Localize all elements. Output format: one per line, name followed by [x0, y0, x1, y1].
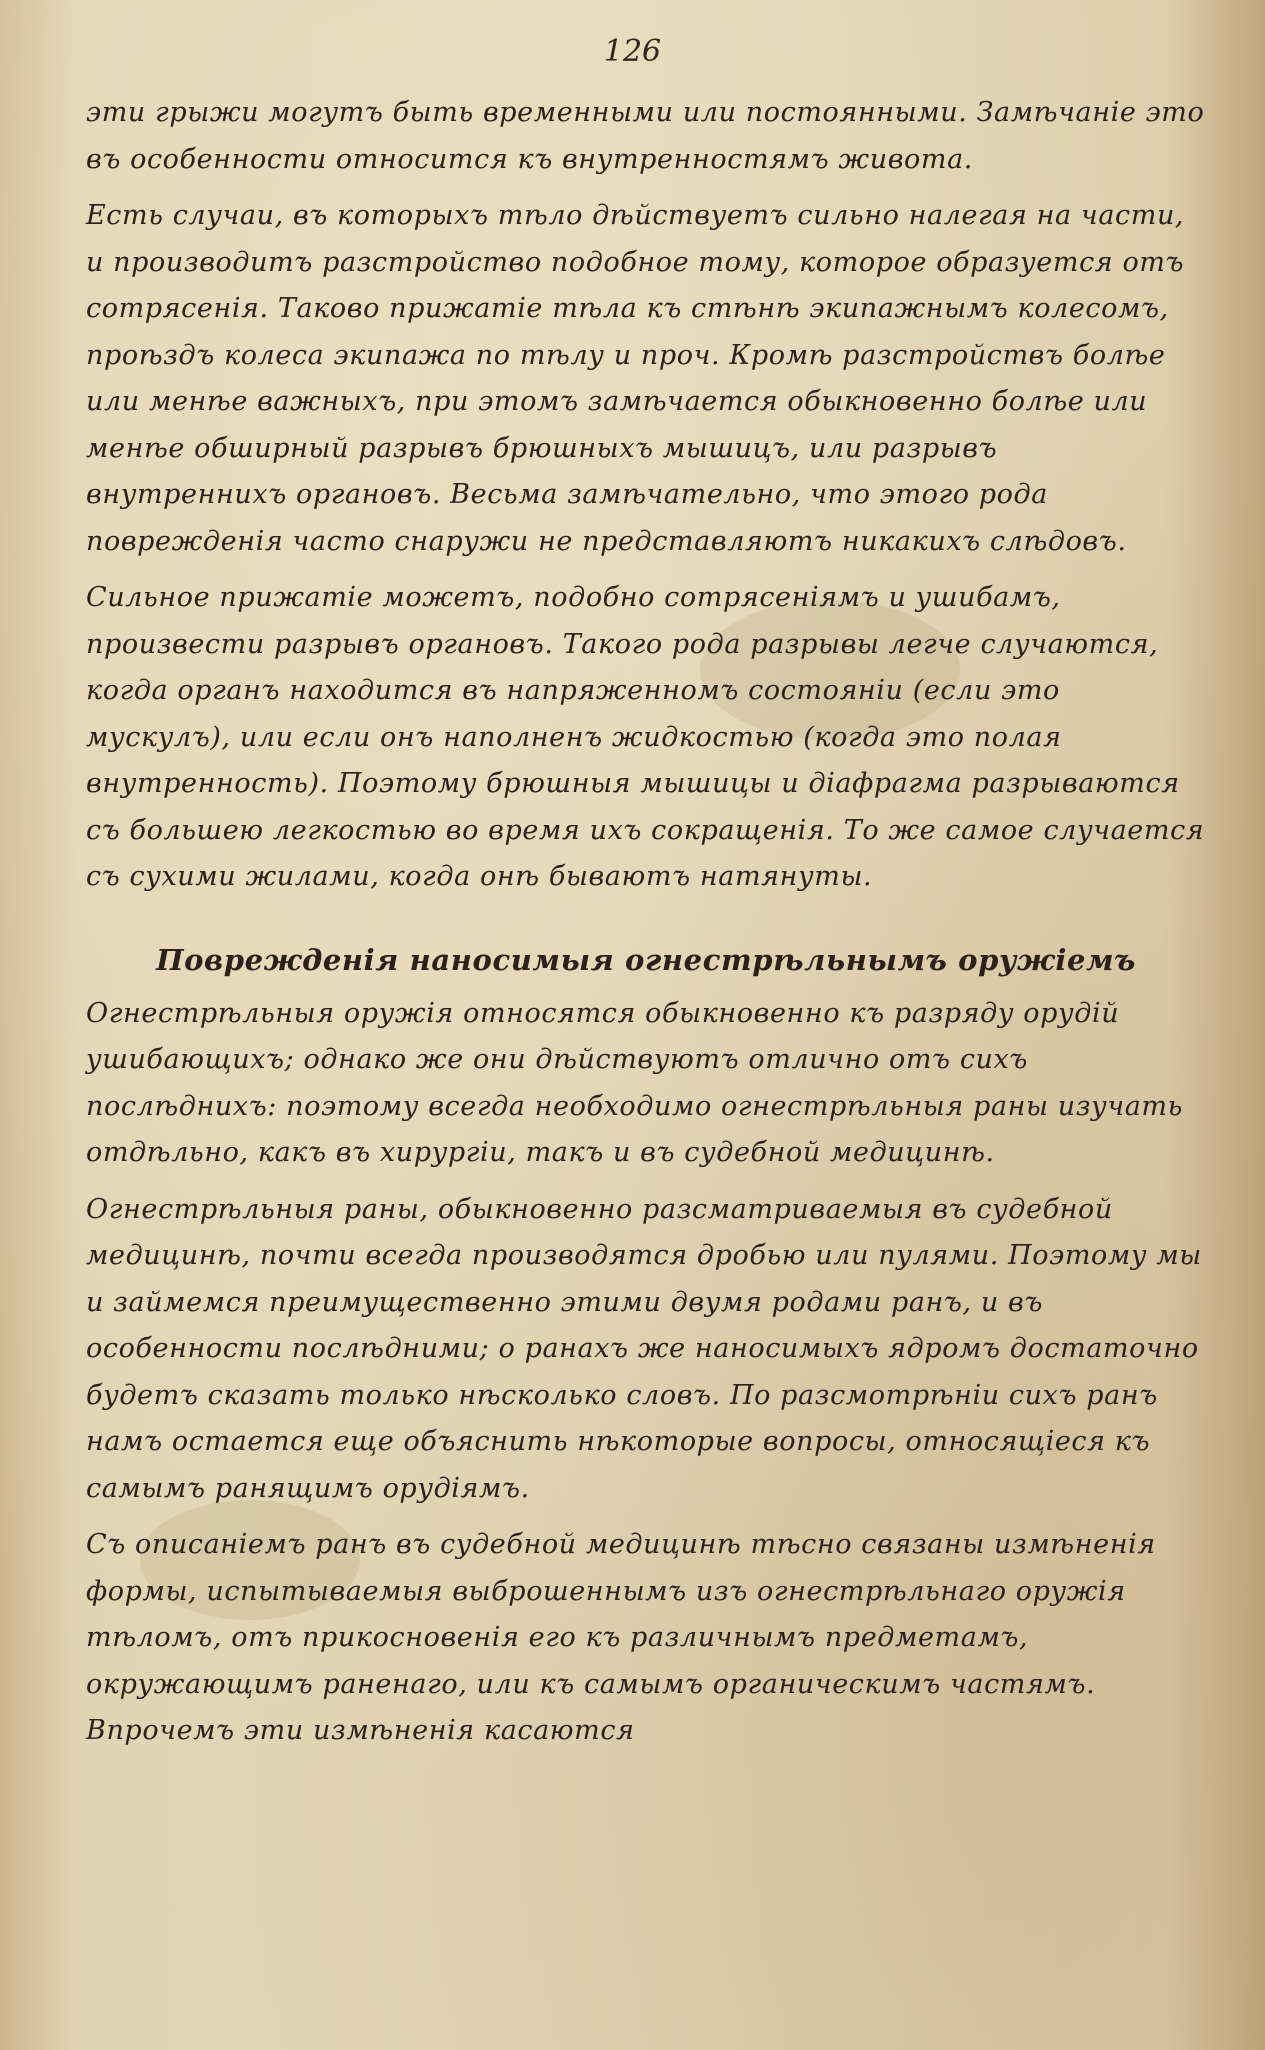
- section-heading: Поврежденія наносимыя огнестрѣльнымъ оружіемъ: [156, 942, 1136, 977]
- paragraph: Огнестрѣльныя оружія относятся обыкновенно къ разряду орудій ушибающихъ; однако же они дѣйствуютъ отлично отъ сихъ послѣднихъ: поэтому всегда необходимо огнестрѣльныя раны изучать отдѣльно, какъ въ хирургіи, такъ и въ судебной медицинѣ.: [86, 997, 1183, 1168]
- page-body: [86, 90, 1206, 1765]
- paragraph: Огнестрѣльныя раны, обыкновенно разсматриваемыя въ судебной медицинѣ, почти всегда производятся дробью или пулями. Поэтому мы и займемся преимущественно этими двумя родами ранъ, и въ особенности послѣдними; о ранахъ же наносимыхъ ядромъ достаточно будетъ сказать только нѣсколько словъ. По разсмотрѣніи сихъ ранъ намъ остается еще объяснить нѣкоторые вопросы, относящіеся къ самымъ ранящимъ орудіямъ.: [86, 1193, 1202, 1504]
- paragraph: эти грыжи могутъ быть временными или постоянными. Замѣчаніе это въ особенности относится къ внутренностямъ живота.: [86, 97, 1205, 175]
- paragraph: Съ описаніемъ ранъ въ судебной медицинѣ тѣсно связаны измѣненія формы, испытываемыя выброшеннымъ изъ огнестрѣльнаго оружія тѣломъ, отъ прикосновенія его къ различнымъ предметамъ, окружающимъ раненаго, или къ самымъ органическимъ частямъ. Впрочемъ эти измѣненія касаются: [86, 1529, 1156, 1746]
- paragraph: Есть случаи, въ которыхъ тѣло дѣйствуетъ сильно налегая на части, и производитъ разстройство подобное тому, которое образуется отъ сотрясенія. Таково прижатіе тѣла къ стѣнѣ экипажнымъ колесомъ, проѣздъ колеса экипажа по тѣлу и проч. Кромѣ разстройствъ болѣе или менѣе важныхъ, при этомъ замѣчается обыкновенно болѣе или менѣе обширный разрывъ брюшныхъ мышицъ, или разрывъ внутреннихъ органовъ. Весьма замѣчательно, что этого рода поврежденія часто снаружи не представляютъ никакихъ слѣдовъ.: [86, 200, 1185, 557]
- paragraph: Сильное прижатіе можетъ, подобно сотрясеніямъ и ушибамъ, произвести разрывъ органовъ. Такого рода разрывы легче случаются, когда органъ находится въ напряженномъ состояніи (если это мускулъ), или если онъ наполненъ жидкостью (когда это полая внутренность). Поэтому брюшныя мышицы и діафрагма разрываются съ большею легкостью во время ихъ сокращенія. То же самое случается съ сухими жилами, когда онѣ бываютъ натянуты.: [86, 582, 1205, 892]
- page-number: 126: [603, 34, 662, 69]
